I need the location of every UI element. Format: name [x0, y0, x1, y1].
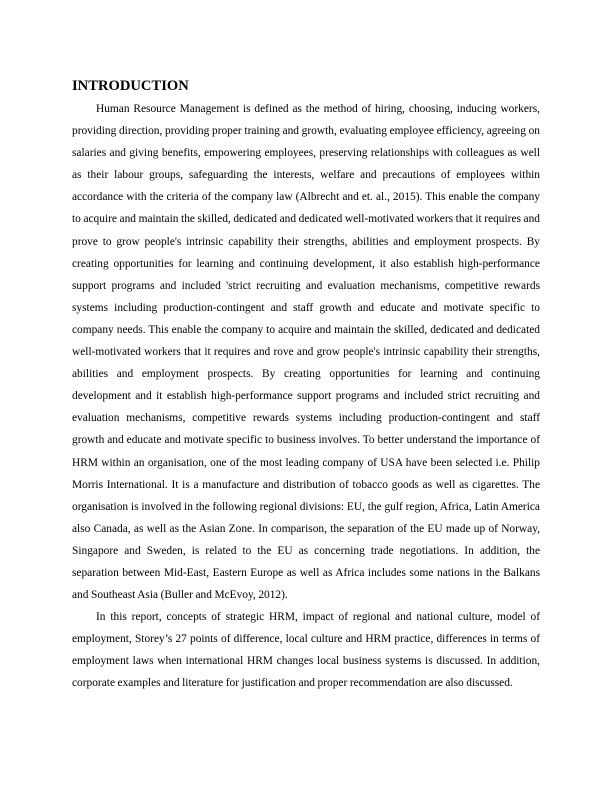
paragraph-introduction: Human Resource Management is defined as the method of hiring, choosing, inducing workers, providing direction, providing proper training and growth, evaluating employee efficiency, agreeing on salaries and giving benefits, empowering employees, preserving relationships with colleagues as well as their labour groups, safeguarding the interests, welfare and precautions of employees within accordance with the criteria of the company law (Albrecht and et. al., 2015). This enable the company to acquire and maintain the skilled, dedicated and dedicated well-motivated workers that it requires and prove to grow people's intrinsic capability their strengths, abilities and employment prospects. By creating opportunities for learning and continuing development, it also establish high-performance support programs and included 'strict recruiting and evaluation mechanisms, competitive rewards systems including production-contingent and staff growth and educate and motivate specific to company needs. This enable the company to acquire and maintain the skilled, dedicated and dedicated well-motivated workers that it requires and rove and grow people's intrinsic capability their strengths, abilities and employment prospects. By creating opportunities for learning and continuing development and it establish high-performance support programs and included strict recruiting and evaluation mechanisms, competitive rewards systems including production-contingent and staff growth and educate and motivate specific to business involves. To better understand the importance of HRM within an organisation, one of the most leading company of USA have been selected i.e. Philip Morris International. It is a manufacture and distribution of tobacco goods as well as cigarettes. The organisation is involved in the following regional divisions: EU, the gulf region, Africa, Latin America also Canada, as well as the Asian Zone. In comparison, the separation of the EU made up of Norway, Singapore and Sweden, is related to the EU as concerning trade negotiations. In addition, the separation between Mid-East, Eastern Europe as well as Africa includes some nations in the Balkans and Southeast Asia (Buller and McEvoy, 2012). — [72, 103, 540, 602]
section-heading: INTRODUCTION — [72, 78, 189, 94]
document-body — [72, 76, 540, 695]
paragraph-report-overview: In this report, concepts of strategic HRM, impact of regional and national culture, model of employment, Storey’s 27 points of difference, local culture and HRM practice, differences in terms of employment laws when international HRM changes local business systems is discussed. In addition, corporate examples and literature for justification and proper recommendation are also discussed. — [72, 611, 540, 690]
